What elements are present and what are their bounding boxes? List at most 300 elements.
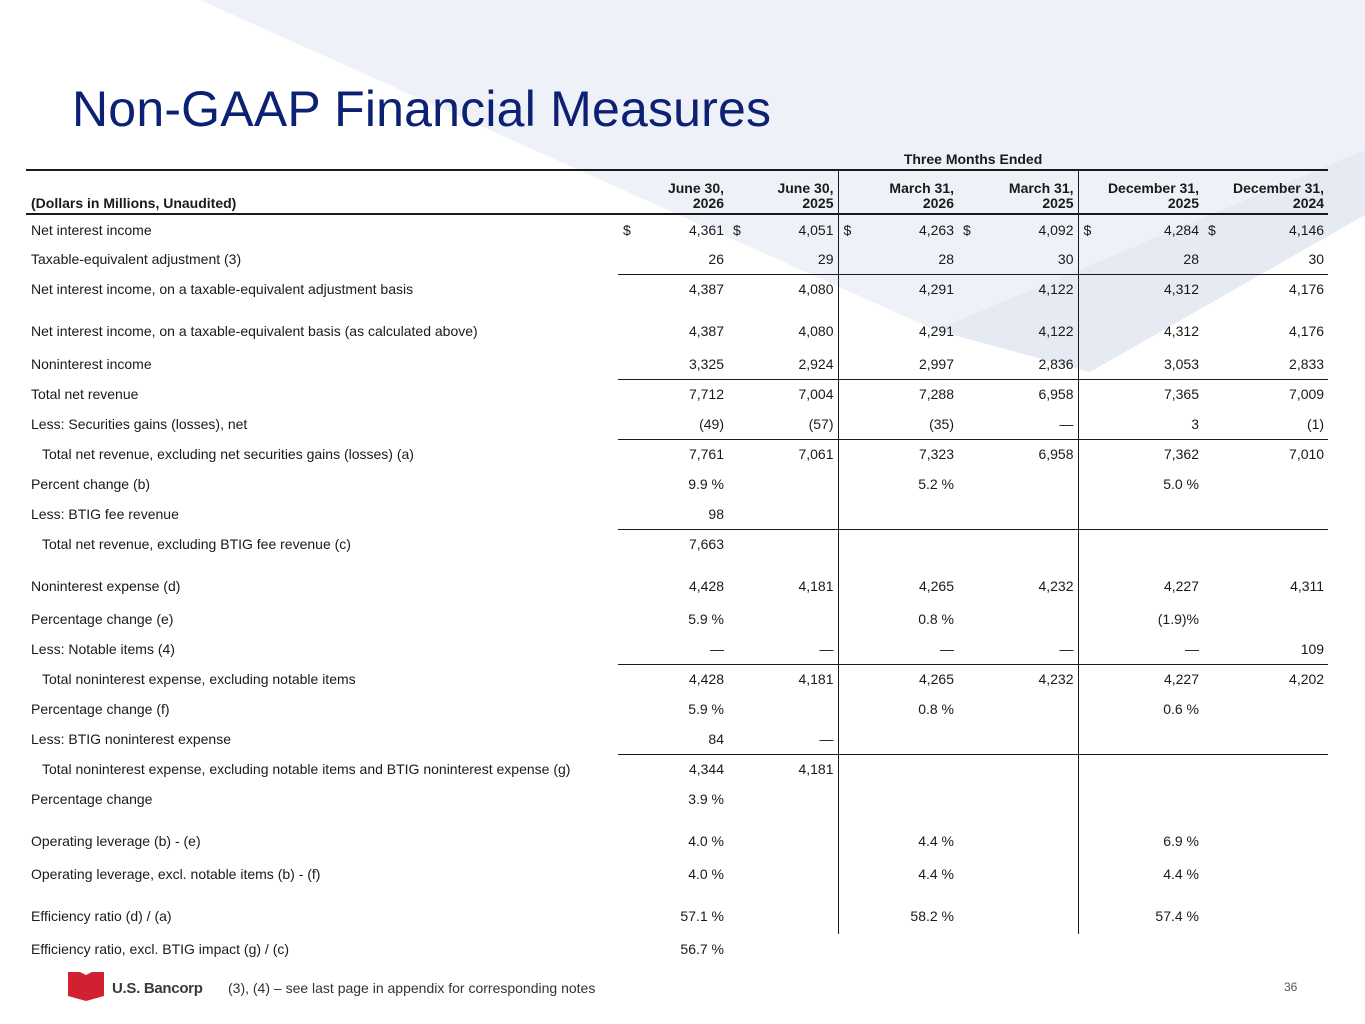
- currency-symbol: [728, 784, 758, 814]
- row-label: Total noninterest expense, excluding notable items: [42, 671, 356, 687]
- column-header: [1078, 170, 1203, 214]
- cell-value: [1108, 784, 1203, 814]
- currency-symbol: [838, 409, 868, 439]
- currency-symbol: [728, 349, 758, 379]
- column-header-month: March 31,: [889, 180, 954, 196]
- currency-symbol: [1078, 409, 1108, 439]
- currency-symbol: [1203, 754, 1233, 784]
- cell-value: 4,263: [918, 221, 954, 238]
- column-header-month: June 30,: [777, 180, 834, 196]
- row-label: Efficiency ratio, excl. BTIG impact (g) / (c): [31, 941, 290, 957]
- currency-symbol: [1203, 499, 1233, 529]
- cell-value: [1233, 469, 1328, 499]
- cell-value: 84: [708, 730, 724, 747]
- cell-value: 4,176: [1233, 274, 1328, 304]
- column-header-month: December 31,: [1233, 180, 1325, 196]
- cell-value: 109: [1300, 640, 1325, 657]
- cell-value: 2,833: [1289, 355, 1325, 372]
- currency-symbol: [1203, 724, 1233, 754]
- cell-value: 0.8 %: [918, 611, 954, 627]
- currency-symbol: [958, 694, 988, 724]
- currency-symbol: [958, 664, 988, 694]
- cell-value: 4,344: [648, 754, 728, 784]
- cell-value: [758, 814, 838, 859]
- currency-symbol: [728, 814, 758, 859]
- table-row: [26, 409, 1328, 439]
- column-header-year: 2026: [922, 195, 954, 211]
- cell-value: 2,924: [758, 349, 838, 379]
- cell-value: [1108, 724, 1203, 754]
- cell-value: [868, 784, 958, 814]
- cell-value: [1233, 889, 1328, 934]
- cell-value: [868, 499, 958, 529]
- cell-value: [988, 859, 1078, 889]
- currency-symbol: [838, 694, 868, 724]
- currency-symbol: [958, 469, 988, 499]
- cell-value: 4,181: [758, 664, 838, 694]
- currency-symbol: [1203, 529, 1233, 559]
- currency-symbol: [1203, 664, 1233, 694]
- cell-value: [758, 859, 838, 889]
- currency-symbol: [1203, 244, 1233, 274]
- currency-symbol: [958, 814, 988, 859]
- currency-symbol: [838, 724, 868, 754]
- currency-symbol: [1078, 379, 1108, 409]
- cell-value: 4,092: [988, 214, 1078, 244]
- cell-value: 4,181: [758, 559, 838, 604]
- cell-value: [1233, 784, 1328, 814]
- row-label: Noninterest expense (d): [31, 577, 181, 594]
- currency-symbol: [618, 934, 648, 964]
- currency-symbol: [618, 604, 648, 634]
- column-header-year: 2024: [1292, 195, 1325, 211]
- cell-value: [1108, 934, 1203, 964]
- cell-value: 3,053: [1163, 355, 1199, 372]
- currency-symbol: [1078, 439, 1108, 469]
- currency-symbol: [1203, 634, 1233, 664]
- currency-symbol: [838, 244, 868, 274]
- currency-symbol: [1203, 784, 1233, 814]
- cell-value: 4,146: [1289, 221, 1325, 238]
- table-row: [26, 244, 1328, 274]
- currency-symbol: [1203, 889, 1233, 934]
- table-row: [26, 604, 1328, 634]
- cell-value: [1108, 529, 1203, 559]
- row-label: Net interest income: [31, 221, 152, 238]
- cell-value: 4,428: [648, 664, 728, 694]
- cell-value: 4,122: [988, 274, 1078, 304]
- currency-symbol: [618, 499, 648, 529]
- column-header-year: 2025: [1167, 195, 1199, 211]
- currency-symbol: [838, 934, 868, 964]
- row-label: Efficiency ratio (d) / (a): [31, 907, 172, 924]
- cell-value: 4,312: [1108, 274, 1203, 304]
- currency-symbol: [838, 304, 868, 349]
- cell-value: [988, 724, 1078, 754]
- cell-value: 4,361: [688, 221, 724, 238]
- row-label: Percentage change (f): [31, 701, 170, 717]
- row-label: Less: Securities gains (losses), net: [31, 416, 248, 432]
- column-header: [618, 170, 728, 214]
- currency-symbol: [728, 409, 758, 439]
- row-label: Net interest income, on a taxable-equivalent basis (as calculated above): [31, 322, 478, 339]
- column-header-month: December 31,: [1107, 180, 1199, 196]
- currency-symbol: [1078, 934, 1108, 964]
- row-label: Percent change (b): [31, 476, 151, 492]
- currency-symbol: [1203, 694, 1233, 724]
- currency-symbol: [838, 439, 868, 469]
- cell-value: [988, 499, 1078, 529]
- table-row: [26, 349, 1328, 379]
- cell-value: 4,291: [918, 322, 954, 339]
- currency-symbol: [958, 439, 988, 469]
- cell-value: 29: [758, 244, 838, 274]
- cell-value: [1233, 754, 1328, 784]
- column-header: [838, 170, 958, 214]
- cell-value: 4.4 %: [1163, 866, 1199, 882]
- currency-symbol: [618, 559, 648, 604]
- currency-symbol: [1078, 499, 1108, 529]
- cell-value: [868, 724, 958, 754]
- cell-value: [868, 754, 958, 784]
- currency-symbol: [1203, 349, 1233, 379]
- currency-symbol: [728, 559, 758, 604]
- cell-value: 4,291: [868, 274, 958, 304]
- currency-symbol: [958, 244, 988, 274]
- table-row: [26, 784, 1328, 814]
- cell-value: 4,284: [1163, 221, 1199, 238]
- cell-value: 4.0 %: [688, 832, 724, 849]
- footer-note: (3), (4) – see last page in appendix for corresponding notes: [228, 980, 596, 996]
- currency-symbol: [838, 889, 868, 934]
- cell-value: (57): [758, 409, 838, 439]
- cell-value: 57.1 %: [680, 907, 724, 924]
- cell-value: 4,265: [868, 664, 958, 694]
- cell-value: (35): [929, 415, 954, 432]
- cell-value: 4,080: [758, 304, 838, 349]
- currency-symbol: [618, 634, 648, 664]
- currency-symbol: [958, 634, 988, 664]
- cell-value: [758, 784, 838, 814]
- table-row: [26, 379, 1328, 409]
- currency-symbol: [618, 694, 648, 724]
- cell-value: [988, 934, 1078, 964]
- cell-value: 4,080: [758, 274, 838, 304]
- cell-value: 0.8 %: [918, 701, 954, 717]
- bank-logo-icon: [67, 970, 105, 1002]
- cell-value: 4,387: [648, 274, 728, 304]
- row-label: Percentage change (e): [31, 611, 174, 627]
- currency-symbol: [1078, 664, 1108, 694]
- cell-value: [1233, 604, 1328, 634]
- currency-symbol: [618, 244, 648, 274]
- currency-symbol: [1203, 439, 1233, 469]
- currency-symbol: [1078, 559, 1108, 604]
- currency-symbol: [1078, 859, 1108, 889]
- currency-symbol: [958, 499, 988, 529]
- currency-symbol: [958, 559, 988, 604]
- cell-value: [758, 694, 838, 724]
- cell-value: 4,311: [1290, 577, 1325, 594]
- currency-symbol: [728, 889, 758, 934]
- currency-symbol: [618, 349, 648, 379]
- cell-value: 7,362: [1108, 439, 1203, 469]
- currency-symbol: [728, 754, 758, 784]
- cell-value: 7,761: [648, 439, 728, 469]
- currency-symbol: [618, 724, 648, 754]
- table-row: [26, 499, 1328, 529]
- cell-value: [1233, 724, 1328, 754]
- currency-symbol: [1078, 634, 1108, 664]
- currency-symbol: [838, 349, 868, 379]
- cell-value: (49): [699, 415, 724, 432]
- currency-symbol: [728, 724, 758, 754]
- column-header-year: 2025: [802, 195, 834, 211]
- table-row: [26, 889, 1328, 934]
- currency-symbol: [838, 604, 868, 634]
- cell-value: [1108, 499, 1203, 529]
- cell-value: 7,365: [1108, 379, 1203, 409]
- row-label: Net interest income, on a taxable-equivalent adjustment basis: [31, 281, 414, 297]
- table-row: [26, 274, 1328, 304]
- row-label: Total net revenue, excluding BTIG fee revenue (c): [42, 536, 351, 552]
- currency-symbol: [1203, 409, 1233, 439]
- cell-value: 4,202: [1233, 664, 1328, 694]
- cell-value: —: [758, 724, 838, 754]
- cell-value: —: [1185, 640, 1199, 657]
- currency-symbol: [728, 274, 758, 304]
- cell-value: 4,122: [988, 304, 1078, 349]
- table-row: [26, 724, 1328, 754]
- currency-symbol: $: [1208, 221, 1216, 238]
- currency-symbol: [1203, 469, 1233, 499]
- currency-symbol: [728, 529, 758, 559]
- currency-symbol: [1078, 814, 1108, 859]
- currency-symbol: [958, 724, 988, 754]
- currency-symbol: [1078, 274, 1108, 304]
- currency-symbol: [728, 664, 758, 694]
- currency-symbol: [958, 409, 988, 439]
- cell-value: [988, 694, 1078, 724]
- cell-value: 4,387: [688, 322, 724, 339]
- column-header-month: March 31,: [1008, 180, 1074, 196]
- cell-value: 4,428: [688, 577, 724, 594]
- currency-symbol: [728, 934, 758, 964]
- currency-symbol: $: [843, 221, 852, 238]
- cell-value: 4,181: [758, 754, 838, 784]
- currency-symbol: $: [623, 221, 631, 238]
- currency-symbol: [1078, 304, 1108, 349]
- cell-value: 7,288: [868, 379, 958, 409]
- cell-value: [1233, 814, 1328, 859]
- cell-value: —: [758, 634, 838, 664]
- currency-symbol: [958, 304, 988, 349]
- table-row: [26, 814, 1328, 859]
- cell-value: [988, 529, 1078, 559]
- currency-symbol: [728, 859, 758, 889]
- currency-symbol: [1078, 889, 1108, 934]
- currency-symbol: [618, 859, 648, 889]
- cell-value: [758, 529, 838, 559]
- currency-symbol: [1203, 379, 1233, 409]
- cell-value: [758, 889, 838, 934]
- cell-value: 6,958: [988, 379, 1078, 409]
- cell-value: 6.9 %: [1163, 832, 1199, 849]
- cell-value: (1): [1306, 415, 1325, 432]
- currency-symbol: [1078, 724, 1108, 754]
- currency-symbol: [728, 469, 758, 499]
- currency-symbol: [838, 784, 868, 814]
- currency-symbol: [958, 889, 988, 934]
- currency-symbol: [1078, 469, 1108, 499]
- cell-value: 58.2 %: [910, 907, 954, 924]
- table-row: [26, 469, 1328, 499]
- cell-value: —: [988, 409, 1078, 439]
- currency-symbol: [958, 754, 988, 784]
- cell-value: [868, 934, 958, 964]
- currency-symbol: [618, 664, 648, 694]
- currency-symbol: [618, 409, 648, 439]
- cell-value: 4.4 %: [918, 832, 954, 849]
- cell-value: 7,061: [758, 439, 838, 469]
- row-label: Operating leverage, excl. notable items (b) - (f): [31, 866, 321, 882]
- currency-symbol: [958, 934, 988, 964]
- cell-value: 28: [1183, 250, 1199, 267]
- currency-symbol: [1078, 604, 1108, 634]
- currency-symbol: [1203, 934, 1233, 964]
- table-row: [26, 439, 1328, 469]
- currency-symbol: [838, 379, 868, 409]
- cell-value: 5.0 %: [1163, 476, 1199, 492]
- row-label: Noninterest income: [31, 356, 152, 372]
- column-header: [958, 170, 1078, 214]
- cell-value: [1233, 694, 1328, 724]
- units-label: (Dollars in Millions, Unaudited): [26, 170, 618, 214]
- cell-value: [758, 934, 838, 964]
- cell-value: [1233, 859, 1328, 889]
- table-row: [26, 754, 1328, 784]
- financial-table: [26, 150, 1328, 964]
- cell-value: [758, 469, 838, 499]
- row-label: Less: BTIG fee revenue: [31, 506, 179, 522]
- cell-value: 7,004: [758, 379, 838, 409]
- currency-symbol: [728, 694, 758, 724]
- cell-value: 4,232: [988, 664, 1078, 694]
- cell-value: 4,051: [758, 214, 838, 244]
- cell-value: 4,227: [1163, 577, 1199, 594]
- cell-value: 28: [938, 250, 954, 267]
- cell-value: 7,663: [648, 529, 728, 559]
- cell-value: 4,227: [1108, 664, 1203, 694]
- currency-symbol: [838, 559, 868, 604]
- table-row: [26, 859, 1328, 889]
- cell-value: 3.9 %: [688, 791, 724, 807]
- currency-symbol: [618, 889, 648, 934]
- cell-value: 6,958: [988, 439, 1078, 469]
- cell-value: 5.2 %: [918, 476, 954, 492]
- table-row: [26, 559, 1328, 604]
- table-row: [26, 664, 1328, 694]
- currency-symbol: [618, 379, 648, 409]
- currency-symbol: [958, 274, 988, 304]
- currency-symbol: [618, 529, 648, 559]
- currency-symbol: [838, 859, 868, 889]
- currency-symbol: [838, 529, 868, 559]
- currency-symbol: [1078, 754, 1108, 784]
- currency-symbol: [838, 814, 868, 859]
- cell-value: 0.6 %: [1163, 701, 1199, 717]
- currency-symbol: [958, 529, 988, 559]
- currency-symbol: [1078, 694, 1108, 724]
- cell-value: 30: [1308, 250, 1325, 267]
- cell-value: [988, 889, 1078, 934]
- cell-value: 30: [988, 244, 1078, 274]
- currency-symbol: [1078, 529, 1108, 559]
- currency-symbol: $: [733, 221, 741, 238]
- currency-symbol: [838, 274, 868, 304]
- currency-symbol: [1078, 244, 1108, 274]
- currency-symbol: [958, 604, 988, 634]
- page-number: 36: [1284, 980, 1298, 994]
- currency-symbol: [1203, 304, 1233, 349]
- cell-value: 2,836: [988, 349, 1078, 379]
- cell-value: [988, 754, 1078, 784]
- row-label: Less: BTIG noninterest expense: [31, 731, 231, 747]
- table-row: [26, 634, 1328, 664]
- cell-value: [988, 814, 1078, 859]
- row-label: Operating leverage (b) - (e): [31, 832, 201, 849]
- currency-symbol: [728, 379, 758, 409]
- currency-symbol: [618, 469, 648, 499]
- currency-symbol: [838, 634, 868, 664]
- page-title: Non-GAAP Financial Measures: [72, 81, 772, 137]
- table-row: [26, 934, 1328, 964]
- currency-symbol: [728, 244, 758, 274]
- currency-symbol: [1203, 604, 1233, 634]
- row-label: Less: Notable items (4): [31, 641, 175, 657]
- cell-value: 4,232: [988, 559, 1078, 604]
- cell-value: 98: [708, 505, 724, 522]
- cell-value: —: [988, 634, 1078, 664]
- cell-value: 57.4 %: [1155, 907, 1199, 924]
- cell-value: [988, 604, 1078, 634]
- cell-value: 3,325: [688, 355, 724, 372]
- cell-value: 26: [708, 250, 724, 267]
- currency-symbol: [1203, 559, 1233, 604]
- cell-value: 7,010: [1233, 439, 1328, 469]
- cell-value: [1233, 529, 1328, 559]
- cell-value: [758, 499, 838, 529]
- cell-value: 4.0 %: [688, 866, 724, 882]
- currency-symbol: $: [1083, 221, 1092, 238]
- cell-value: —: [940, 640, 954, 657]
- currency-symbol: [958, 349, 988, 379]
- cell-value: [1233, 499, 1328, 529]
- table-row: [26, 214, 1328, 244]
- row-label: Total net revenue, excluding net securities gains (losses) (a): [42, 446, 414, 462]
- cell-value: [868, 529, 958, 559]
- currency-symbol: [958, 859, 988, 889]
- currency-symbol: [1078, 784, 1108, 814]
- cell-value: 2,997: [918, 355, 954, 372]
- row-label: Total noninterest expense, excluding notable items and BTIG noninterest expense (g): [42, 761, 571, 777]
- currency-symbol: [958, 379, 988, 409]
- row-label: Percentage change: [31, 791, 153, 807]
- currency-symbol: [838, 664, 868, 694]
- cell-value: [758, 604, 838, 634]
- currency-symbol: [728, 499, 758, 529]
- cell-value: 7,009: [1233, 379, 1328, 409]
